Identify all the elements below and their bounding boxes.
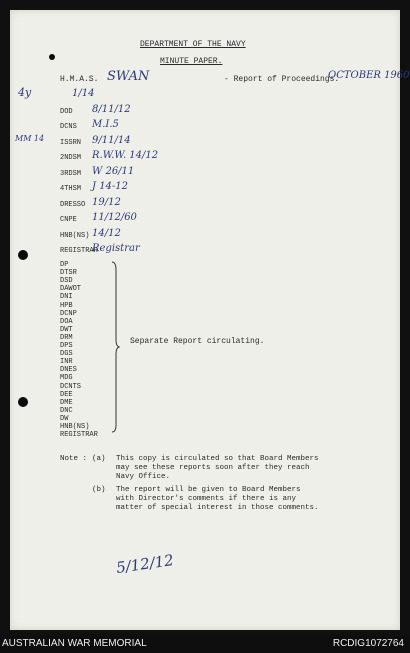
note-label: Note : [60, 455, 88, 463]
note-b-text: The report will be given to Board Members with Director's comments if there is any matter of special interest in those comments. [116, 486, 319, 512]
distribution-item: DOA [60, 317, 73, 326]
distribution-item: DCNP [60, 309, 77, 318]
routing-code: DRESSO [60, 200, 86, 209]
routing-code: 3RDSM [60, 169, 82, 178]
distribution-item: DNC [60, 406, 73, 415]
routing-code: ISSRN [60, 138, 82, 147]
routing-code: DOD [60, 107, 73, 116]
distribution-item: DPS [60, 342, 73, 350]
routing-initials: 1/14 [72, 88, 95, 99]
distribution-item: DNES [60, 366, 77, 375]
routing-initials: 9/11/14 [92, 134, 131, 146]
binder-hole [18, 397, 28, 407]
distribution-item: INR [60, 358, 73, 367]
footer-bar [0, 636, 410, 653]
distribution-item: DW [60, 414, 69, 423]
distribution-item: DWT [60, 325, 73, 334]
distribution-item: DTSR [60, 269, 77, 278]
note-a-text: This copy is circulated so that Board Members may see these reports soon after they reach Navy Office. [116, 455, 319, 481]
document-sheet [10, 10, 410, 630]
distribution-item: DRM [60, 333, 73, 342]
binder-hole [18, 250, 28, 260]
report-label: - Report of Proceedings. [224, 75, 340, 84]
margin-note: MM 14 [15, 134, 45, 143]
circulating-text: Separate Report circulating. [130, 337, 265, 346]
ship-prefix: H.M.A.S. [60, 75, 99, 84]
distribution-item: HPB [60, 301, 73, 310]
routing-initials: M.I.5 [92, 119, 119, 130]
note-a-label: (a) [92, 455, 106, 463]
routing-code: 2NDSM [60, 154, 82, 162]
routing-code: HNB(NS) [60, 231, 90, 240]
routing-initials: 19/12 [92, 196, 121, 208]
routing-initials: 8/11/12 [92, 103, 131, 115]
distribution-item: DNI [60, 293, 73, 302]
routing-initials: R.W.W. 14/12 [92, 150, 159, 161]
footer-credit: AUSTRALIAN WAR MEMORIAL [2, 638, 147, 649]
routing-initials: 11/12/60 [92, 212, 137, 223]
routing-code: REGISTRAR [60, 247, 98, 255]
binder-hole [49, 54, 55, 60]
distribution-item: DP [60, 261, 69, 269]
distribution-item: REGISTRAR [60, 431, 98, 440]
distribution-item: DCNTS [60, 382, 82, 391]
routing-initials: Registrar [92, 243, 140, 254]
minute-paper-heading: MINUTE PAPER. [160, 57, 223, 66]
ship-name: SWAN [107, 69, 150, 84]
routing-code: CNPE [60, 216, 77, 224]
routing-initials: W 26/11 [92, 165, 135, 177]
distribution-item: HNB(NS) [60, 423, 90, 431]
distribution-brace [110, 260, 120, 435]
footer-id: RCDIG1072764 [332, 638, 404, 649]
signature-date: 5/12/12 [115, 551, 175, 577]
note-b-label: (b) [92, 486, 106, 494]
routing-initials: J 14-12 [92, 181, 129, 192]
department-heading: DEPARTMENT OF THE NAVY [140, 40, 246, 49]
distribution-item: DGS [60, 350, 73, 359]
margin-note: 4y [18, 86, 32, 99]
report-month: OCTOBER 1960 [328, 70, 410, 81]
distribution-item: DME [60, 398, 73, 407]
distribution-item: DEE [60, 390, 73, 399]
distribution-item: DSD [60, 277, 73, 286]
routing-initials: 14/12 [92, 227, 121, 239]
distribution-item: DAWOT [60, 285, 82, 294]
routing-code: 4THSM [60, 185, 82, 193]
distribution-item: MDG [60, 374, 73, 383]
routing-code: DCNS [60, 123, 77, 131]
